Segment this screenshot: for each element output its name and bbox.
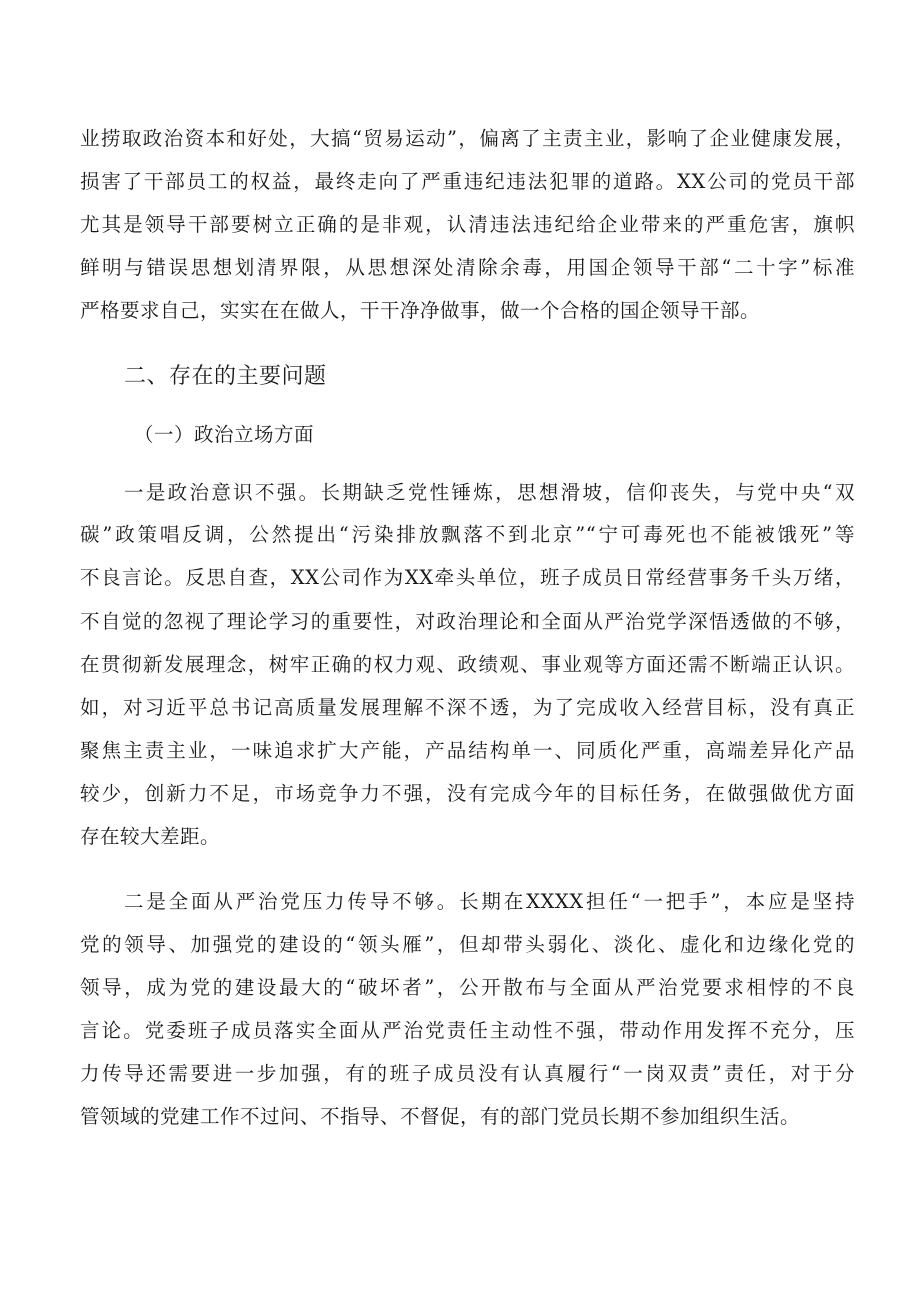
paragraph-one-line: 在贯彻新发展理念，树牢正确的权力观、政绩观、事业观等方面还需不断端正认识。 — [80, 653, 855, 676]
paragraph-one-line: 聚焦主责主业，一味追求扩大产能，产品结构单一、同质化严重，高端差异化产品 — [80, 739, 855, 762]
paragraph-intro-line: 鲜明与错误思想划清界限，从思想深处清除余毒，用国企领导干部“二十字”标准 — [80, 256, 855, 279]
subsection-heading: （一）政治立场方面 — [134, 423, 315, 446]
paragraph-one-line: 一是政治意识不强。长期缺乏党性锤炼，思想滑坡，信仰丧失，与党中央“双 — [124, 481, 855, 504]
paragraph-one-line: 较少，创新力不足，市场竞争力不强，没有完成今年的目标任务，在做强做优方面 — [80, 782, 855, 805]
paragraph-two-line: 力传导还需要进一步加强，有的班子成员没有认真履行“一岗双责”责任，对于分 — [80, 1062, 855, 1085]
paragraph-intro-line: 损害了干部员工的权益，最终走向了严重违纪违法犯罪的道路。XX公司的党员干部 — [80, 170, 855, 193]
paragraph-one-line: 存在较大差距。 — [80, 825, 221, 848]
paragraph-two-line: 管领域的党建工作不过问、不指导、不督促，有的部门党员长期不参加组织生活。 — [80, 1105, 801, 1128]
paragraph-one-line: 不良言论。反思自查，XX公司作为XX牵头单位，班子成员日常经营事务千头万绪， — [80, 566, 855, 589]
paragraph-intro-line: 尤其是领导干部要树立正确的是非观，认清违法违纪给企业带来的严重危害，旗帜 — [80, 213, 855, 236]
paragraph-two-line: 言论。党委班子成员落实全面从严治党责任主动性不强，带动作用发挥不充分，压 — [80, 1019, 855, 1042]
paragraph-two-line: 领导，成为党的建设最大的“破坏者”，公开散布与全面从严治党要求相悖的不良 — [80, 976, 855, 999]
paragraph-one-line: 不自觉的忽视了理论学习的重要性，对政治理论和全面从严治党学深悟透做的不够， — [80, 610, 855, 633]
paragraph-two-line: 二是全面从严治党压力传导不够。长期在XXXX担任“一把手”，本应是坚持 — [124, 890, 855, 913]
paragraph-one-line: 如，对习近平总书记高质量发展理解不深不透，为了完成收入经营目标，没有真正 — [80, 696, 855, 719]
paragraph-intro-line: 严格要求自己，实实在在做人，干干净净做事，做一个合格的国企领导干部。 — [80, 299, 761, 322]
paragraph-intro-line: 业捞取政治资本和好处，大搞“贸易运动”，偏离了主责主业，影响了企业健康发展， — [80, 127, 855, 150]
paragraph-two-line: 党的领导、加强党的建设的“领头雁”，但却带头弱化、淡化、虚化和边缘化党的 — [80, 933, 855, 956]
section-heading: 二、存在的主要问题 — [124, 364, 327, 389]
paragraph-one-line: 碳”政策唱反调，公然提出“污染排放飘落不到北京”“宁可毒死也不能被饿死”等 — [80, 523, 855, 546]
